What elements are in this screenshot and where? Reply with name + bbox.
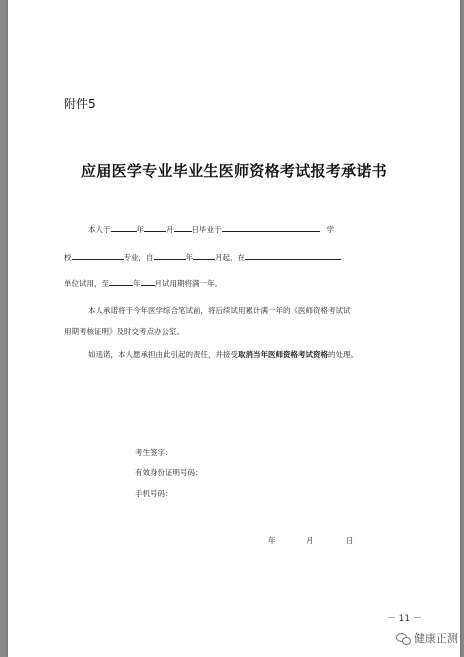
paragraph-1-line-2: 用期考核证明》及时交考点办公室。 xyxy=(64,327,184,336)
blank-field xyxy=(193,251,215,260)
blank-field xyxy=(141,277,155,286)
date-day: 日 xyxy=(346,536,354,545)
text: 校 xyxy=(64,253,72,262)
paragraph-1-line-1: 本人承诺将于今年医学综合笔试前，将后续试用累计满一年的《医师资格考试试 xyxy=(88,306,351,315)
sign-id-label: 有效身份证明号码： xyxy=(135,468,203,477)
text: 月 xyxy=(166,225,174,234)
page-title: 应届医学专业毕业生医师资格考试报考承诺书 xyxy=(80,162,387,180)
blank-field xyxy=(72,251,124,260)
text: 月起，在 xyxy=(215,253,245,262)
text: 学 xyxy=(326,225,335,234)
sign-phone-label: 手机号码： xyxy=(135,489,173,498)
text: 单位试用，至 xyxy=(64,279,109,288)
text: 的处理。 xyxy=(328,350,358,359)
date-month: 月 xyxy=(306,536,314,545)
bold-text: 取消当年医师资格考试资格 xyxy=(238,350,328,359)
text: 专业，自 xyxy=(123,253,154,262)
wechat-icon xyxy=(396,633,410,644)
form-line-2 xyxy=(64,251,341,263)
text: 如违诺，本人愿承担由此引起的责任，并接受 xyxy=(88,350,238,359)
blank-field xyxy=(222,223,320,232)
blank-field xyxy=(154,251,186,260)
sign-name-label: 考生签字： xyxy=(135,448,173,457)
blank-field xyxy=(245,251,341,260)
form-line-1 xyxy=(88,223,334,235)
text: 日毕业于 xyxy=(191,225,222,234)
text: 年 xyxy=(185,253,193,262)
page-number: － 11 － xyxy=(386,614,422,624)
blank-field xyxy=(109,277,133,286)
date-year: 年 xyxy=(268,536,276,545)
blank-field xyxy=(174,223,192,232)
text: 月试用期将满一年。 xyxy=(154,279,222,288)
watermark-text: 健康正测 xyxy=(414,632,458,645)
document-page xyxy=(8,0,460,657)
blank-field xyxy=(111,223,137,232)
text: 年 xyxy=(133,279,141,288)
text: 年 xyxy=(136,225,144,234)
form-line-3 xyxy=(64,277,222,289)
blank-field xyxy=(144,223,166,232)
attachment-label: 附件5 xyxy=(64,97,96,111)
watermark xyxy=(396,630,458,646)
paragraph-2 xyxy=(88,349,358,360)
text: 本人于 xyxy=(88,225,111,234)
